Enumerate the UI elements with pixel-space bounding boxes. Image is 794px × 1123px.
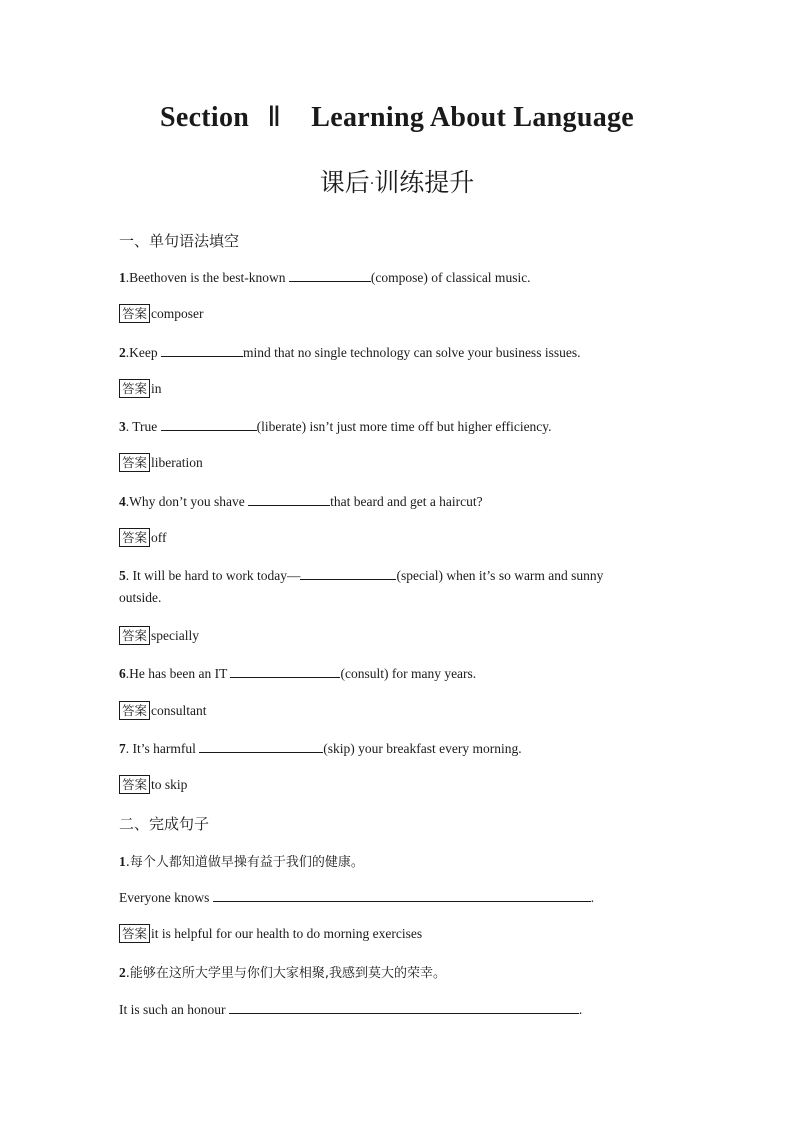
translation-1-line [119, 888, 594, 906]
question-4 [119, 492, 483, 510]
answer-row [119, 924, 422, 943]
sentence-start: It is such an honour [119, 1002, 229, 1017]
question-text: (special) when it’s so warm and sunny [396, 568, 604, 583]
question-number: 6 [119, 666, 126, 681]
answer-blank [161, 343, 243, 357]
answer-label-box: 答案 [119, 304, 150, 323]
question-text: .He has been an IT [125, 666, 231, 681]
question-3 [119, 417, 552, 435]
question-text: . It will be hard to work today— [125, 568, 301, 583]
question-text: .Why don’t you shave [125, 494, 249, 509]
answer-blank [230, 664, 340, 678]
chinese-prompt: .每个人都知道做早操有益于我们的健康。 [125, 855, 364, 870]
sentence-end: . [578, 1002, 583, 1017]
question-1 [119, 268, 531, 286]
question-number: 1 [119, 854, 126, 869]
answer-row [119, 626, 199, 645]
answer-label-box: 答案 [119, 528, 150, 547]
subtitle-part-a: 课后 [319, 168, 370, 197]
question-text: (compose) of classical music. [370, 270, 531, 285]
question-6 [119, 664, 476, 682]
answer-blank [199, 739, 323, 753]
answer-text: composer [151, 305, 204, 321]
answer-label-box: 答案 [119, 379, 150, 398]
sentence-end: . [590, 890, 595, 905]
answer-row [119, 701, 207, 720]
question-2 [119, 343, 580, 361]
question-number: 7 [119, 741, 126, 756]
question-text: (liberate) isn’t just more time off but higher efficiency. [256, 419, 552, 434]
answer-label-box: 答案 [119, 701, 150, 720]
answer-row [119, 379, 162, 398]
question-number: 3 [119, 419, 126, 434]
question-5 [119, 566, 603, 584]
section1-heading: 一、单句语法填空 [119, 232, 240, 250]
question-text: (skip) your breakfast every morning. [323, 741, 522, 756]
title-section-word: Section [159, 102, 250, 133]
answer-blank [300, 566, 396, 580]
chinese-prompt: .能够在这所大学里与你们大家相聚,我感到莫大的荣幸。 [125, 966, 447, 981]
answer-text: to skip [151, 776, 188, 792]
answer-text: in [151, 380, 162, 396]
answer-text: consultant [151, 702, 207, 718]
page-subtitle [0, 163, 794, 199]
question-text: mind that no single technology can solve your business issues. [242, 345, 581, 360]
answer-row [119, 528, 167, 547]
sentence-start: Everyone knows [119, 890, 213, 905]
answer-text: it is helpful for our health to do morning exercises [151, 925, 423, 941]
title-roman-numeral: Ⅱ [267, 102, 282, 133]
answer-blank [248, 492, 330, 506]
question-5-continued: outside. [119, 590, 162, 605]
title-topic: Learning About Language [311, 102, 635, 133]
question-7 [119, 739, 522, 757]
question-number: 1 [119, 270, 126, 285]
answer-row [119, 304, 204, 323]
answer-label-box: 答案 [119, 626, 150, 645]
translation-1-prompt [119, 851, 364, 870]
answer-label-box: 答案 [119, 775, 150, 794]
question-text: that beard and get a haircut? [330, 494, 483, 509]
answer-blank [229, 1000, 579, 1014]
page-title [0, 100, 794, 134]
question-text: (consult) for many years. [340, 666, 477, 681]
question-text: . True [125, 419, 161, 434]
answer-row [119, 453, 203, 472]
section2-heading: 二、完成句子 [119, 815, 210, 833]
question-number: 2 [119, 345, 126, 360]
question-text: .Keep [125, 345, 161, 360]
answer-text: liberation [151, 454, 203, 470]
question-number: 5 [119, 568, 126, 583]
answer-blank [213, 888, 591, 902]
question-text: .Beethoven is the best-known [125, 270, 289, 285]
question-number: 4 [119, 494, 126, 509]
answer-text: off [151, 529, 167, 545]
subtitle-part-b: 训练提升 [374, 168, 475, 197]
question-text: . It’s harmful [125, 741, 200, 756]
answer-label-box: 答案 [119, 924, 150, 943]
answer-text: specially [151, 627, 199, 643]
answer-label-box: 答案 [119, 453, 150, 472]
answer-blank [161, 417, 257, 431]
subtitle-dot: · [369, 176, 375, 192]
answer-blank [289, 268, 371, 282]
answer-row [119, 775, 187, 794]
translation-2-line [119, 1000, 582, 1018]
translation-2-prompt [119, 962, 446, 981]
question-number: 2 [119, 965, 126, 980]
